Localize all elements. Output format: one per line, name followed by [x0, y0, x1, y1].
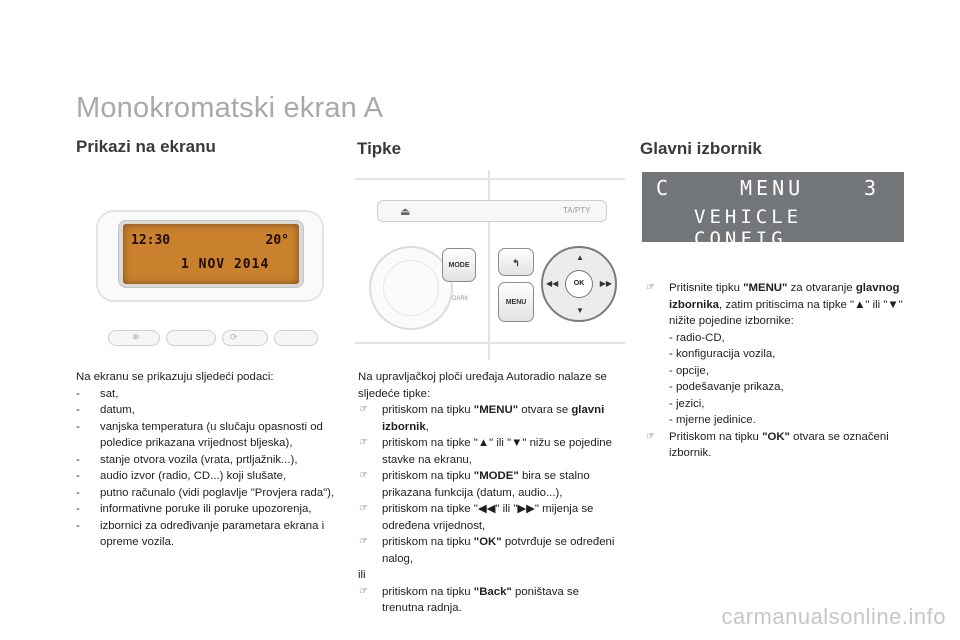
dark-label: DARK — [452, 296, 469, 302]
pointer-icon: ☞ — [359, 404, 368, 415]
menu-screen-right: 3 — [864, 176, 881, 200]
navigation-pad — [541, 246, 617, 322]
arrow-up-icon: ▲ — [576, 253, 584, 262]
list-item: ☞ pritiskom na tipke "▲" ili "▼" nižu se pojedine stavke na ekranu, — [359, 437, 612, 466]
sub-list-item: - mjerne jedinice. — [669, 414, 756, 426]
list-item: - izbornici za određivanje parametara ekrana i opreme vozila. — [76, 519, 325, 548]
watermark: carmanualsonline.info — [721, 604, 946, 629]
list-item: ☞ pritiskom na tipku "OK" potvrđuje se određeni nalog, — [359, 536, 615, 565]
volume-knob — [369, 246, 453, 330]
sub-list-item: - podešavanje prikaza, — [669, 381, 784, 393]
list-item: ☞ pritiskom na tipku "MODE" bira se stalno prikazana funkcija (datum, audio...), — [359, 470, 590, 499]
list-item: ☞ pritiskom na tipke "◀◀" ili "▶▶" mijenja se određena vrijednost, — [359, 503, 594, 532]
list-item: ☞ pritiskom na tipku "MENU" otvara se glavni izbornik, — [359, 404, 605, 433]
heading-display: Prikazi na ekranu — [76, 137, 216, 156]
pointer-icon: ☞ — [359, 470, 368, 481]
rewind-icon: ◀◀ — [546, 279, 559, 288]
display-intro: Na ekranu se prikazuju sljedeći podaci: — [76, 371, 274, 383]
divider-line — [355, 178, 625, 180]
sub-list-item: - jezici, — [669, 397, 705, 410]
dash-button — [166, 330, 216, 346]
heading-main-menu: Glavni izbornik — [640, 139, 762, 158]
menu-screen-line2: VEHICLE CONFIG — [694, 206, 803, 250]
eject-icon: ⏏ — [400, 206, 411, 218]
control-top-bar — [377, 200, 607, 222]
back-button: ↰ — [498, 248, 534, 276]
knob-inner — [383, 260, 439, 316]
list-item: - stanje otvora vozila (vrata, prtljažnik...), — [76, 453, 298, 466]
pointer-icon: ☞ — [359, 585, 368, 597]
sub-list-item: - radio-CD, — [669, 331, 725, 344]
list-item: ☞ pritiskom na tipku "Back" poništava se trenutna radnja. — [359, 585, 579, 614]
list-item: - audio izvor (radio, CD...) koji slušate, — [76, 470, 287, 482]
ok-button: OK — [565, 270, 593, 298]
sub-list-item: - opcije, — [669, 364, 709, 377]
lcd-time: 12:30 — [131, 233, 171, 248]
list-item: - vanjska temperatura (u slučaju opasnosti od poledice prikazana vrijednost bljeska), — [76, 420, 323, 449]
list-item: ☞ Pritisnite tipku "MENU" za otvaranje glavnog izbornika, zatim pritiscima na tipke "▲" ili "▼" nižite pojedine izbornike: — [646, 282, 903, 327]
dash-button — [274, 330, 318, 346]
main-menu-text — [645, 280, 907, 462]
keys-text — [358, 369, 620, 617]
dashboard-buttons — [108, 330, 318, 350]
list-item: ☞ Pritiskom na tipku "OK" otvara se označeni izbornik. — [646, 430, 889, 459]
pointer-icon: ☞ — [646, 430, 655, 442]
sub-list-item: - konfiguracija vozila, — [669, 348, 776, 360]
forward-icon: ▶▶ — [599, 279, 612, 288]
lcd-date: 1 NOV 2014 — [181, 257, 270, 272]
or-label: ili — [358, 569, 366, 581]
recirculation-icon: ⟳ — [230, 332, 238, 342]
menu-button: MENU — [498, 282, 534, 322]
keys-illustration — [355, 170, 625, 360]
lcd-screen — [123, 224, 299, 284]
divider-line — [488, 170, 490, 360]
lcd-temperature: 20° — [265, 233, 289, 248]
display-text — [76, 369, 348, 551]
dash-button — [222, 330, 268, 346]
list-item: - informativne poruke ili poruke upozorenja, — [76, 503, 312, 515]
mode-button: MODE — [442, 248, 476, 282]
pointer-icon: ☞ — [646, 282, 655, 293]
pointer-icon: ☞ — [359, 503, 368, 514]
display-illustration — [72, 196, 340, 356]
keys-intro: Na upravljačkoj ploči uređaja Autoradio nalaze se sljedeće tipke: — [358, 371, 607, 400]
menu-screen — [642, 172, 904, 250]
menu-screen-left: C — [656, 176, 673, 200]
menu-screen-title: MENU — [740, 176, 805, 200]
page-title: Monokromatski ekran A — [76, 92, 384, 124]
ta-pty-label: TA/PTY — [563, 206, 591, 215]
list-item: - putno računalo (vidi poglavlje "Provjera rada"), — [76, 486, 335, 499]
arrow-down-icon: ▼ — [576, 306, 584, 315]
list-item: - sat, — [76, 387, 119, 400]
pointer-icon: ☞ — [359, 536, 368, 547]
pointer-icon: ☞ — [359, 437, 368, 448]
divider-line — [355, 342, 625, 344]
heading-keys: Tipke — [357, 139, 402, 158]
list-item: - datum, — [76, 404, 135, 416]
defrost-icon: ❄ — [132, 332, 140, 342]
